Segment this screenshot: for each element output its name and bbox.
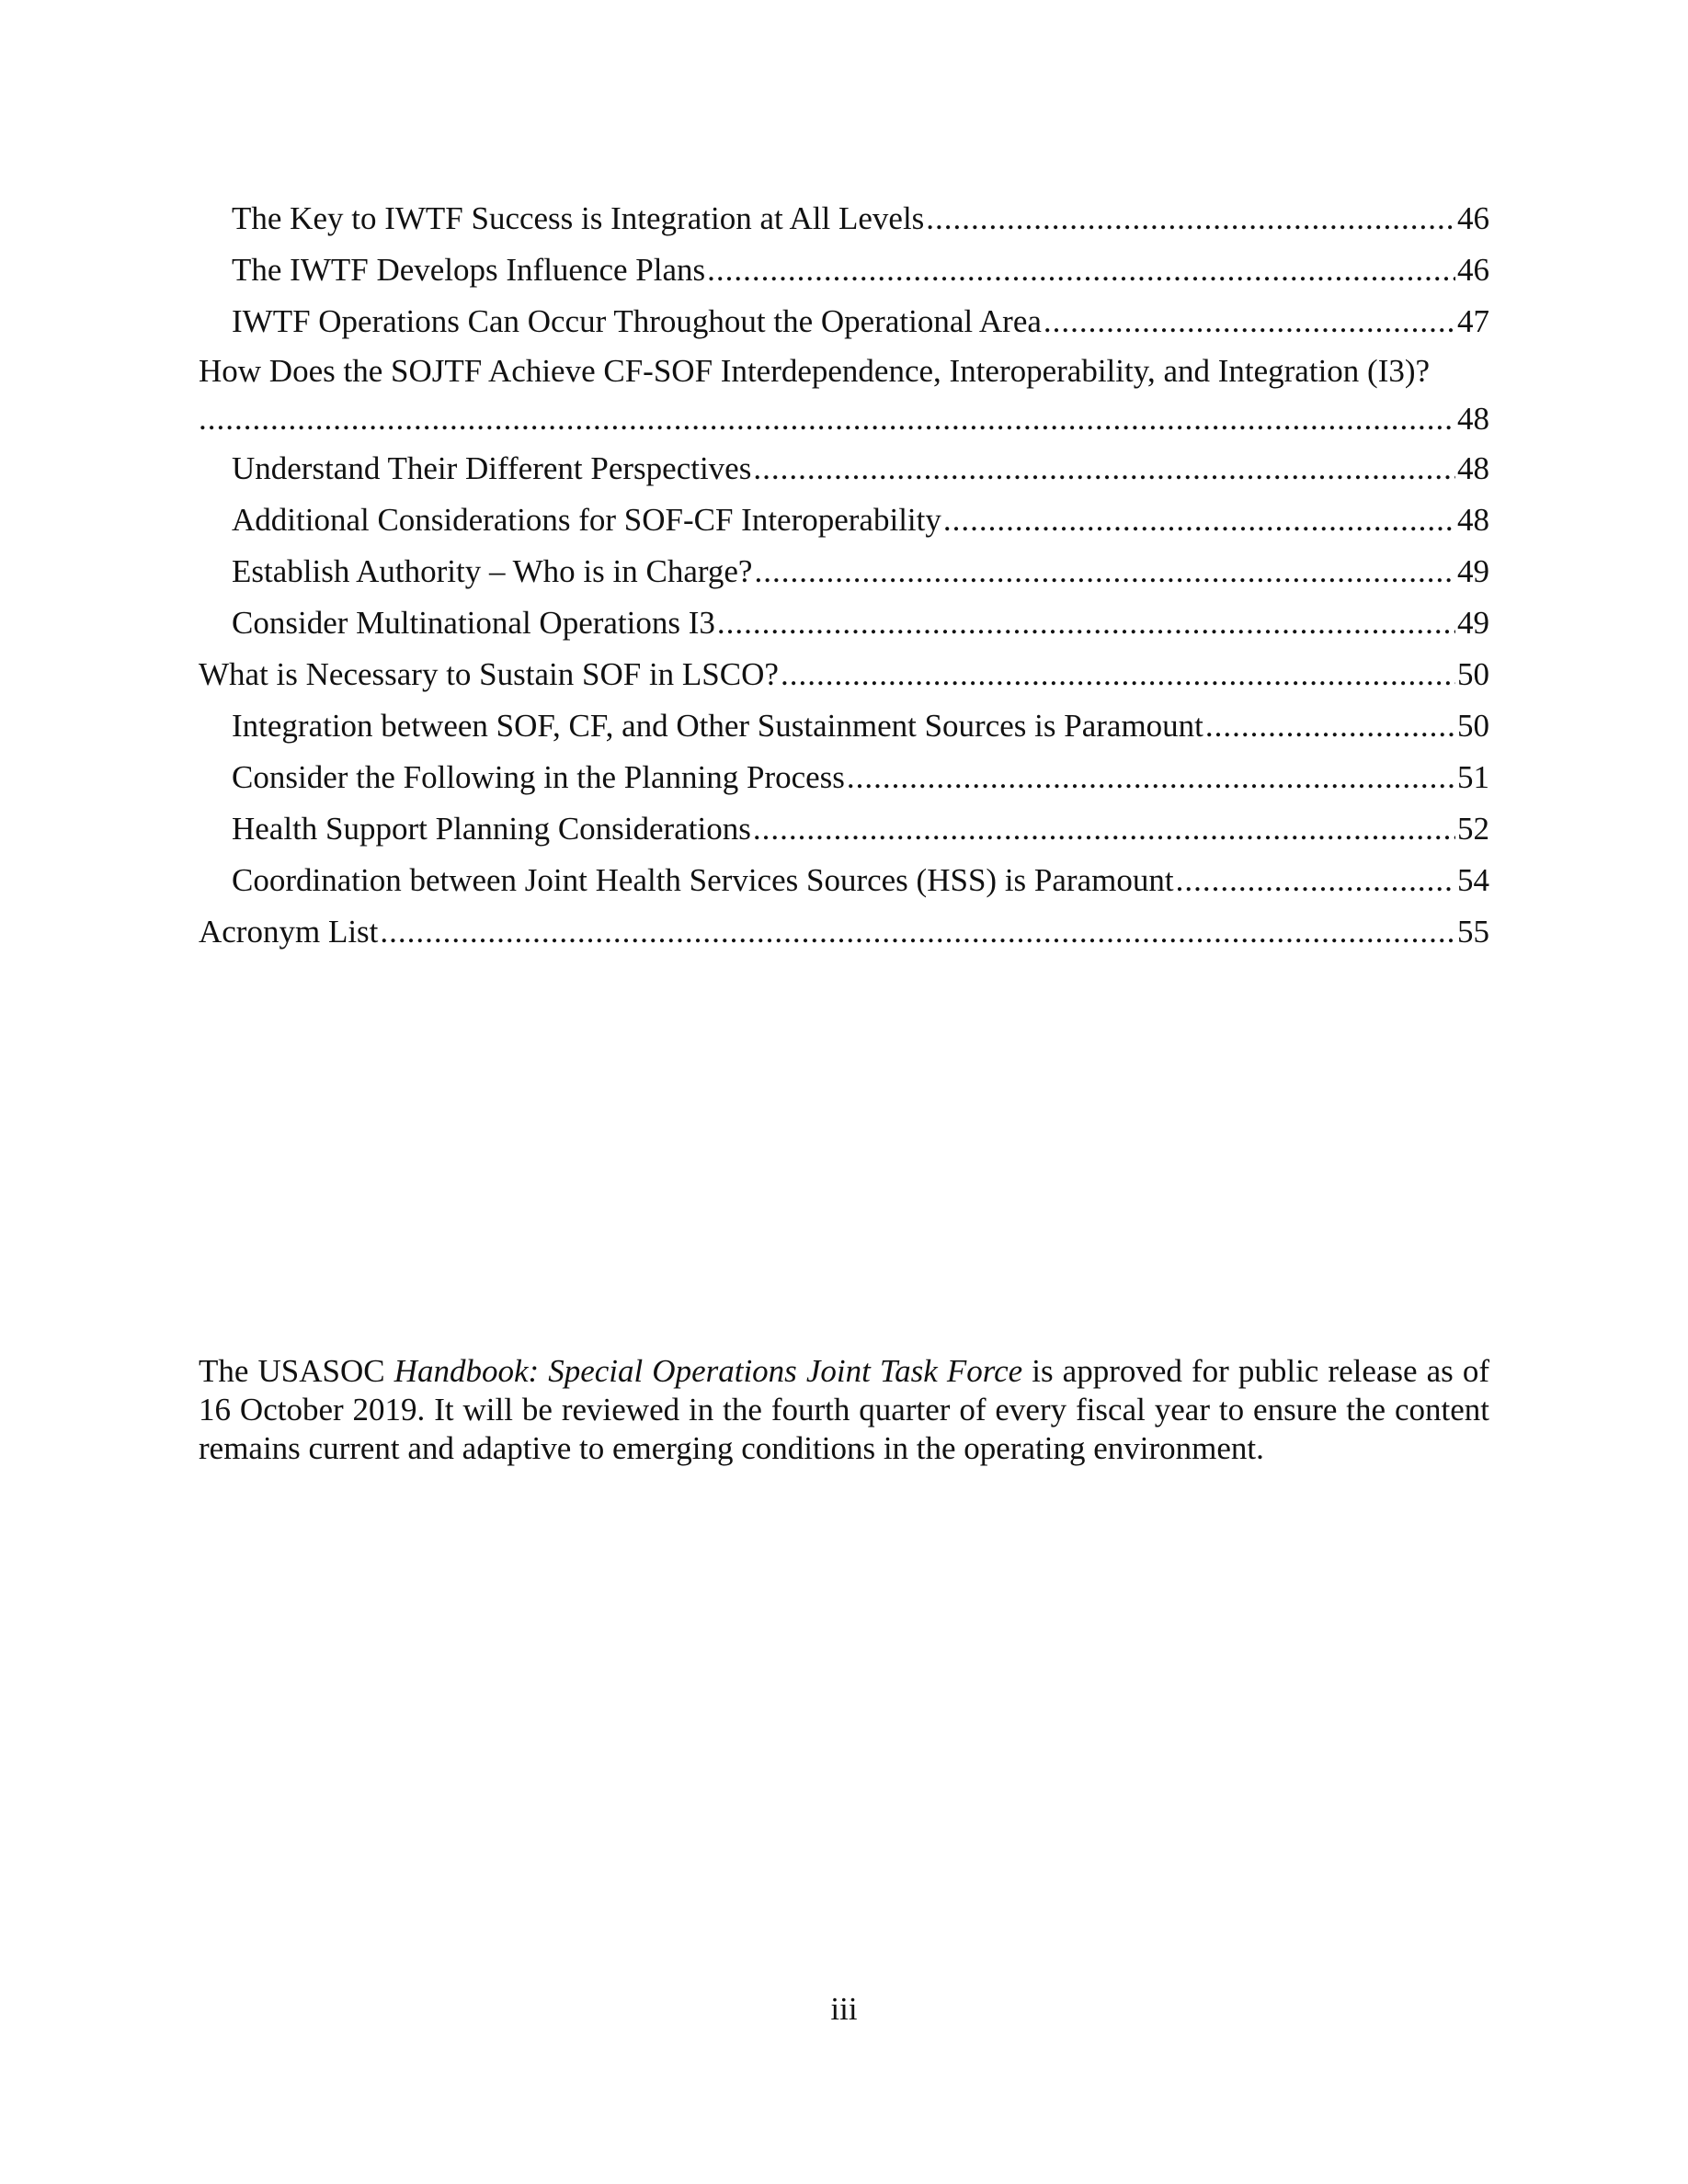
- toc-dot-leader: [380, 906, 1455, 958]
- toc-dot-leader: [1205, 700, 1455, 752]
- page-number: iii: [830, 1991, 858, 2027]
- toc-dot-leader: [199, 395, 1455, 443]
- toc-entry[interactable]: [199, 700, 1489, 752]
- release-statement: [199, 1352, 1489, 1468]
- toc-page-number: 49: [1457, 553, 1489, 589]
- toc-entry-title: Additional Considerations for SOF-CF Interoperability: [232, 502, 941, 538]
- toc-entry[interactable]: [199, 546, 1489, 597]
- toc-entry[interactable]: [199, 495, 1489, 546]
- toc-leader-line: [199, 395, 1489, 443]
- toc-dot-leader: [717, 597, 1455, 649]
- table-of-contents: [199, 193, 1489, 958]
- toc-entry-title: Coordination between Joint Health Services Sources (HSS) is Paramount: [232, 862, 1174, 898]
- toc-page-number: 50: [1457, 656, 1489, 692]
- toc-entry-title: The Key to IWTF Success is Integration at All Levels: [232, 200, 925, 236]
- toc-entry[interactable]: [199, 803, 1489, 855]
- toc-entry[interactable]: [199, 245, 1489, 296]
- handbook-title: Handbook: Special Operations Joint Task Force: [393, 1353, 1023, 1389]
- release-statement-prefix: The USASOC: [199, 1353, 394, 1389]
- toc-entry[interactable]: [199, 855, 1489, 906]
- toc-page-number: 49: [1457, 605, 1489, 641]
- toc-entry[interactable]: [199, 296, 1489, 347]
- toc-dot-leader: [753, 803, 1455, 855]
- toc-dot-leader: [1044, 296, 1455, 347]
- toc-dot-leader: [1176, 855, 1455, 906]
- toc-page-number: 48: [1457, 450, 1489, 486]
- toc-dot-leader: [926, 193, 1455, 245]
- toc-dot-leader: [707, 245, 1455, 296]
- toc-entry[interactable]: [199, 347, 1489, 443]
- toc-entry-title: Consider Multinational Operations I3: [232, 605, 715, 641]
- toc-entry-title: Acronym List: [199, 914, 379, 950]
- toc-page-number: 48: [1457, 502, 1489, 538]
- toc-page-number: 47: [1457, 303, 1489, 339]
- toc-entry[interactable]: [199, 649, 1489, 700]
- toc-entry-title: What is Necessary to Sustain SOF in LSCO?: [199, 656, 779, 692]
- toc-page-number: 48: [1457, 401, 1489, 437]
- toc-page-number: 54: [1457, 862, 1489, 898]
- toc-page-number: 46: [1457, 252, 1489, 288]
- toc-entry-title: The IWTF Develops Influence Plans: [232, 252, 706, 288]
- toc-dot-leader: [847, 752, 1455, 803]
- toc-page-number: 52: [1457, 811, 1489, 847]
- toc-dot-leader: [754, 546, 1455, 597]
- toc-entry-title: Consider the Following in the Planning Process: [232, 759, 845, 795]
- toc-entry-title: Integration between SOF, CF, and Other Sustainment Sources is Paramount: [232, 708, 1203, 744]
- toc-entry[interactable]: [199, 597, 1489, 649]
- release-statement-body: is approved for public release as of 16 October 2019. It will be reviewed in the fourth quarter of every fiscal year to ensure the content remains current and adaptive to emerging conditions in the operating environment.: [199, 1353, 1489, 1466]
- toc-entry-title: How Does the SOJTF Achieve CF-SOF Interdependence, Interoperability, and Integration (I3)?: [199, 353, 1431, 389]
- toc-page-number: 55: [1457, 914, 1489, 950]
- toc-entry-title: IWTF Operations Can Occur Throughout the Operational Area: [232, 303, 1042, 339]
- toc-entry-title: Health Support Planning Considerations: [232, 811, 751, 847]
- toc-page-number: 50: [1457, 708, 1489, 744]
- toc-entry[interactable]: [199, 443, 1489, 495]
- toc-dot-leader: [781, 649, 1455, 700]
- toc-dot-leader: [753, 443, 1455, 495]
- toc-entry[interactable]: [199, 193, 1489, 245]
- toc-entry[interactable]: [199, 906, 1489, 958]
- toc-page-number: 51: [1457, 759, 1489, 795]
- toc-dot-leader: [943, 495, 1455, 546]
- toc-entry-title: Establish Authority – Who is in Charge?: [232, 553, 753, 589]
- toc-entry[interactable]: [199, 752, 1489, 803]
- toc-page-number: 46: [1457, 200, 1489, 236]
- toc-entry-title: Understand Their Different Perspectives: [232, 450, 752, 486]
